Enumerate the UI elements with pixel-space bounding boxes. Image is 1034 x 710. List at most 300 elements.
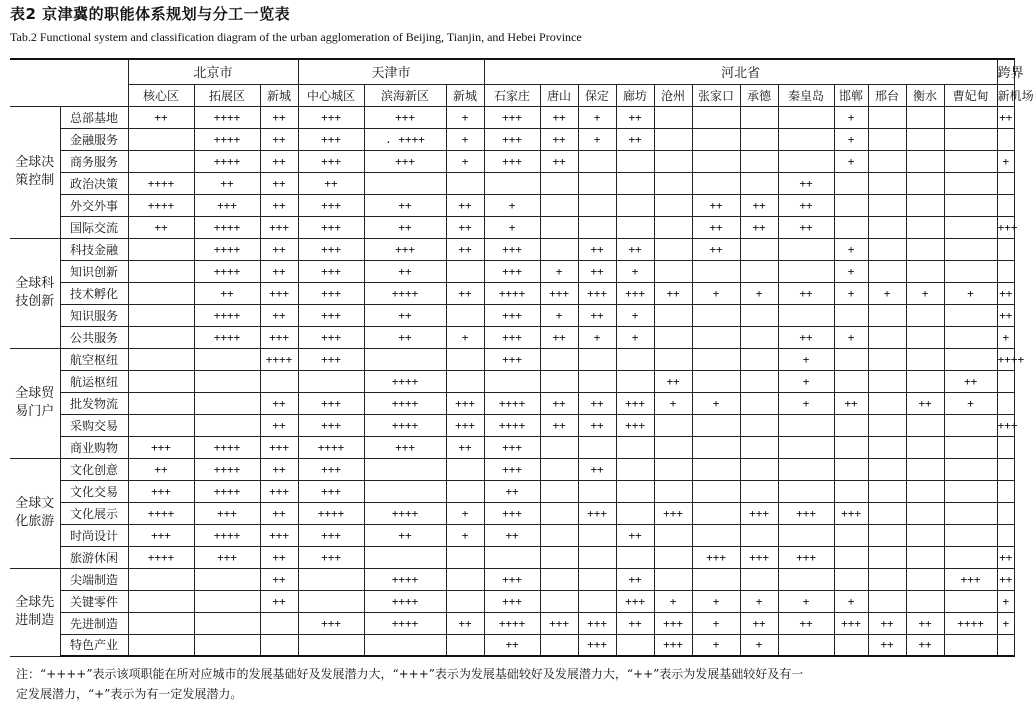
rating-cell: [540, 524, 578, 546]
rating-cell: ++: [906, 634, 944, 656]
rating-cell: ++: [260, 238, 298, 260]
rating-cell: [778, 304, 834, 326]
table-row: [10, 546, 1015, 568]
rating-cell: +++: [260, 524, 298, 546]
rating-cell: +: [578, 106, 616, 128]
rating-cell: +++: [364, 436, 446, 458]
rating-cell: [834, 480, 868, 502]
rating-cell: [616, 634, 654, 656]
rating-cell: [740, 458, 778, 480]
rating-cell: [906, 194, 944, 216]
rating-cell: [997, 480, 1014, 502]
rating-cell: [834, 304, 868, 326]
function-label: 科技金融: [60, 238, 128, 260]
rating-cell: [778, 238, 834, 260]
rating-cell: [298, 634, 364, 656]
rating-cell: ++: [260, 106, 298, 128]
rating-cell: +: [692, 392, 740, 414]
rating-cell: [692, 414, 740, 436]
rating-cell: [778, 414, 834, 436]
rating-cell: +: [944, 282, 997, 304]
rating-cell: [944, 194, 997, 216]
rating-cell: +: [834, 260, 868, 282]
rating-cell: ++: [260, 128, 298, 150]
rating-cell: ++++: [484, 282, 540, 304]
rating-cell: ++++: [997, 348, 1014, 370]
rating-cell: ++: [446, 436, 484, 458]
rating-cell: +++: [654, 612, 692, 634]
rating-cell: ++: [997, 546, 1014, 568]
rating-cell: [446, 260, 484, 282]
rating-cell: [944, 238, 997, 260]
rating-cell: [740, 172, 778, 194]
rating-cell: +: [997, 326, 1014, 348]
rating-cell: [654, 546, 692, 568]
rating-cell: [740, 524, 778, 546]
function-label: 航运枢纽: [60, 370, 128, 392]
rating-cell: [778, 260, 834, 282]
rating-cell: ++: [997, 106, 1014, 128]
rating-cell: ++: [540, 326, 578, 348]
function-label: 关键零件: [60, 590, 128, 612]
rating-cell: [834, 216, 868, 238]
rating-cell: ++: [260, 414, 298, 436]
function-label: 批发物流: [60, 392, 128, 414]
rating-cell: +++: [778, 546, 834, 568]
rating-cell: [906, 260, 944, 282]
rating-cell: ++: [616, 106, 654, 128]
rating-cell: [778, 150, 834, 172]
rating-cell: [906, 436, 944, 458]
rating-cell: +: [740, 282, 778, 304]
rating-cell: [906, 304, 944, 326]
rating-cell: ++: [260, 304, 298, 326]
table-row: [10, 172, 1015, 194]
rating-cell: [868, 260, 906, 282]
rating-cell: [906, 370, 944, 392]
rating-cell: ++: [260, 260, 298, 282]
rating-cell: [906, 568, 944, 590]
rating-cell: [616, 546, 654, 568]
rating-cell: +: [446, 150, 484, 172]
rating-cell: ++++: [194, 458, 260, 480]
rating-cell: +++: [298, 128, 364, 150]
function-label: 商业购物: [60, 436, 128, 458]
rating-cell: ++++: [194, 260, 260, 282]
rating-cell: [740, 106, 778, 128]
rating-cell: [654, 172, 692, 194]
rating-cell: [616, 458, 654, 480]
rating-cell: [194, 612, 260, 634]
city-header: 中心城区: [298, 84, 364, 106]
rating-cell: [834, 348, 868, 370]
rating-cell: [740, 238, 778, 260]
rating-cell: ++: [997, 282, 1014, 304]
table-row: [10, 150, 1015, 172]
rating-cell: ++: [616, 612, 654, 634]
rating-cell: [484, 546, 540, 568]
rating-cell: ++: [778, 326, 834, 348]
rating-cell: ++: [128, 216, 194, 238]
rating-cell: [128, 282, 194, 304]
rating-cell: [692, 524, 740, 546]
rating-cell: +: [692, 612, 740, 634]
rating-cell: ++: [540, 414, 578, 436]
rating-cell: [364, 172, 446, 194]
rating-cell: +++: [484, 348, 540, 370]
rating-cell: ++++: [364, 370, 446, 392]
rating-cell: ++: [616, 568, 654, 590]
rating-cell: +++: [834, 612, 868, 634]
rating-cell: ++: [364, 304, 446, 326]
rating-cell: ++: [692, 216, 740, 238]
rating-cell: [778, 436, 834, 458]
rating-cell: [654, 304, 692, 326]
rating-cell: [740, 480, 778, 502]
rating-cell: [260, 612, 298, 634]
rating-cell: [997, 260, 1014, 282]
rating-cell: ++: [692, 238, 740, 260]
rating-cell: +++: [484, 436, 540, 458]
rating-cell: [578, 216, 616, 238]
rating-cell: +++: [194, 546, 260, 568]
rating-cell: +: [446, 326, 484, 348]
table-row: [10, 260, 1015, 282]
rating-cell: [906, 546, 944, 568]
rating-cell: [128, 612, 194, 634]
rating-cell: [868, 216, 906, 238]
rating-cell: [868, 502, 906, 524]
rating-cell: [834, 524, 868, 546]
region-header: 北京市: [128, 59, 298, 84]
rating-cell: +: [692, 590, 740, 612]
rating-cell: [654, 568, 692, 590]
rating-cell: [868, 172, 906, 194]
rating-cell: ++: [997, 568, 1014, 590]
rating-cell: ++: [778, 282, 834, 304]
rating-cell: +++: [260, 216, 298, 238]
rating-cell: [128, 348, 194, 370]
rating-cell: +++: [298, 304, 364, 326]
rating-cell: [194, 392, 260, 414]
rating-cell: [578, 150, 616, 172]
rating-cell: ++++: [128, 194, 194, 216]
city-header: 邯郸: [834, 84, 868, 106]
rating-cell: [997, 392, 1014, 414]
rating-cell: ++: [616, 128, 654, 150]
rating-cell: [260, 634, 298, 656]
rating-cell: +++: [578, 502, 616, 524]
rating-cell: +++: [484, 150, 540, 172]
rating-cell: ++++: [298, 436, 364, 458]
rating-cell: [616, 216, 654, 238]
rating-cell: [997, 436, 1014, 458]
rating-cell: [868, 304, 906, 326]
rating-cell: [834, 568, 868, 590]
rating-cell: ++: [446, 238, 484, 260]
rating-cell: [446, 568, 484, 590]
rating-cell: [944, 524, 997, 546]
rating-cell: ++: [446, 282, 484, 304]
city-header: 拓展区: [194, 84, 260, 106]
rating-cell: [944, 436, 997, 458]
rating-cell: +: [654, 590, 692, 612]
rating-cell: [654, 150, 692, 172]
rating-cell: [446, 590, 484, 612]
rating-cell: [194, 348, 260, 370]
region-header: 跨界: [997, 59, 1014, 84]
function-label: 文化交易: [60, 480, 128, 502]
rating-cell: [868, 480, 906, 502]
rating-cell: ++: [654, 282, 692, 304]
rating-cell: [944, 502, 997, 524]
rating-cell: +++: [298, 458, 364, 480]
rating-cell: +++: [944, 568, 997, 590]
table-row: [10, 348, 1015, 370]
rating-cell: [944, 590, 997, 612]
rating-cell: [446, 546, 484, 568]
rating-cell: [834, 458, 868, 480]
rating-cell: +++: [298, 216, 364, 238]
table-row: [10, 238, 1015, 260]
rating-cell: ++: [260, 568, 298, 590]
rating-cell: ++++: [364, 612, 446, 634]
group-label: 全球先进制造: [10, 568, 60, 656]
group-label: 全球决策控制: [10, 106, 60, 238]
table-row: [10, 370, 1015, 392]
city-header: 唐山: [540, 84, 578, 106]
rating-cell: [834, 172, 868, 194]
rating-cell: [540, 436, 578, 458]
rating-cell: +: [578, 128, 616, 150]
rating-cell: +++: [298, 150, 364, 172]
rating-cell: ++++: [260, 348, 298, 370]
rating-cell: [364, 480, 446, 502]
rating-cell: [128, 392, 194, 414]
rating-cell: [944, 106, 997, 128]
rating-cell: ++: [906, 392, 944, 414]
rating-cell: +: [446, 128, 484, 150]
rating-cell: [778, 568, 834, 590]
rating-cell: +++: [364, 106, 446, 128]
rating-cell: [654, 260, 692, 282]
rating-cell: [997, 172, 1014, 194]
rating-cell: [944, 458, 997, 480]
rating-cell: +: [834, 282, 868, 304]
rating-cell: [128, 304, 194, 326]
city-header: 沧州: [654, 84, 692, 106]
rating-cell: ++: [364, 326, 446, 348]
function-label: 旅游休闲: [60, 546, 128, 568]
rating-cell: ++: [578, 392, 616, 414]
table-row: [10, 612, 1015, 634]
rating-cell: [778, 634, 834, 656]
rating-cell: [128, 150, 194, 172]
rating-cell: [540, 590, 578, 612]
rating-cell: +++: [260, 282, 298, 304]
rating-cell: +++: [778, 502, 834, 524]
rating-cell: ++: [260, 392, 298, 414]
rating-cell: [578, 172, 616, 194]
rating-cell: [692, 326, 740, 348]
city-header: 张家口: [692, 84, 740, 106]
rating-cell: +++: [997, 414, 1014, 436]
rating-cell: [128, 370, 194, 392]
rating-cell: [128, 568, 194, 590]
table-row: [10, 480, 1015, 502]
rating-cell: ++: [997, 304, 1014, 326]
rating-cell: +++: [298, 194, 364, 216]
rating-cell: +: [868, 282, 906, 304]
rating-cell: [540, 480, 578, 502]
rating-cell: ++: [364, 524, 446, 546]
rating-cell: ++: [578, 414, 616, 436]
rating-cell: [692, 260, 740, 282]
rating-cell: ++++: [484, 414, 540, 436]
rating-cell: ++: [906, 612, 944, 634]
rating-cell: [654, 348, 692, 370]
rating-cell: +: [540, 260, 578, 282]
city-header: 保定: [578, 84, 616, 106]
table-row: [10, 392, 1015, 414]
rating-cell: [616, 348, 654, 370]
rating-cell: ++: [740, 216, 778, 238]
rating-cell: [692, 150, 740, 172]
rating-cell: [868, 326, 906, 348]
rating-cell: ++: [260, 194, 298, 216]
rating-cell: +++: [128, 480, 194, 502]
rating-cell: +: [778, 370, 834, 392]
rating-cell: [616, 194, 654, 216]
rating-cell: +++: [128, 436, 194, 458]
rating-cell: [128, 634, 194, 656]
rating-cell: [868, 458, 906, 480]
rating-cell: [740, 304, 778, 326]
rating-cell: [997, 128, 1014, 150]
rating-cell: [906, 238, 944, 260]
rating-cell: +++: [740, 546, 778, 568]
rating-cell: +++: [484, 304, 540, 326]
table-row: [10, 414, 1015, 436]
function-label: 外交外事: [60, 194, 128, 216]
note-line-2: 定发展潜力，“+”表示为有一定发展潜力。: [16, 687, 243, 701]
rating-cell: [654, 414, 692, 436]
function-table: [10, 58, 1034, 657]
rating-cell: +++: [484, 458, 540, 480]
rating-cell: [578, 480, 616, 502]
rating-cell: [906, 348, 944, 370]
rating-cell: ++: [446, 194, 484, 216]
rating-cell: [834, 634, 868, 656]
rating-cell: +++: [260, 480, 298, 502]
rating-cell: ++: [654, 370, 692, 392]
function-label: 知识创新: [60, 260, 128, 282]
rating-cell: [740, 370, 778, 392]
rating-cell: [446, 480, 484, 502]
table-row: [10, 304, 1015, 326]
function-label: 金融服务: [60, 128, 128, 150]
rating-cell: +++: [194, 194, 260, 216]
rating-cell: +++: [997, 216, 1014, 238]
rating-cell: +: [692, 282, 740, 304]
function-label: 公共服务: [60, 326, 128, 348]
rating-cell: [484, 370, 540, 392]
rating-cell: +++: [446, 392, 484, 414]
city-header: 衡水: [906, 84, 944, 106]
rating-cell: +++: [484, 106, 540, 128]
rating-cell: ++: [616, 238, 654, 260]
rating-cell: ++: [740, 194, 778, 216]
rating-cell: [997, 238, 1014, 260]
rating-cell: +: [997, 590, 1014, 612]
group-label: 全球文化旅游: [10, 458, 60, 568]
rating-cell: +++: [834, 502, 868, 524]
city-header: 新机场: [997, 84, 1014, 106]
rating-cell: [654, 458, 692, 480]
rating-cell: +: [778, 392, 834, 414]
rating-cell: [578, 590, 616, 612]
rating-cell: ++: [616, 524, 654, 546]
rating-cell: ++: [740, 612, 778, 634]
rating-cell: ++++: [194, 480, 260, 502]
rating-cell: ++++: [298, 502, 364, 524]
rating-cell: +++: [260, 436, 298, 458]
rating-cell: [194, 414, 260, 436]
rating-cell: [540, 194, 578, 216]
rating-cell: +++: [298, 238, 364, 260]
rating-cell: +: [906, 282, 944, 304]
table-row: [10, 106, 1015, 128]
rating-cell: [868, 370, 906, 392]
rating-cell: [578, 524, 616, 546]
rating-cell: +: [446, 106, 484, 128]
rating-cell: [578, 436, 616, 458]
rating-cell: [906, 128, 944, 150]
rating-cell: [778, 524, 834, 546]
rating-cell: +: [834, 590, 868, 612]
rating-cell: ++: [692, 194, 740, 216]
rating-cell: [740, 414, 778, 436]
rating-cell: [128, 260, 194, 282]
rating-cell: ++++: [194, 128, 260, 150]
rating-cell: ++++: [194, 524, 260, 546]
rating-cell: ++++: [944, 612, 997, 634]
rating-cell: [298, 370, 364, 392]
rating-cell: [740, 150, 778, 172]
rating-cell: ++++: [194, 238, 260, 260]
rating-cell: [578, 370, 616, 392]
rating-cell: [364, 458, 446, 480]
rating-cell: +: [778, 590, 834, 612]
rating-cell: [906, 502, 944, 524]
rating-cell: ++: [298, 172, 364, 194]
function-label: 政治决策: [60, 172, 128, 194]
rating-cell: ++: [260, 172, 298, 194]
rating-cell: ++++: [364, 590, 446, 612]
table-row: [10, 568, 1015, 590]
table-row: [10, 282, 1015, 304]
city-header: 滨海新区: [364, 84, 446, 106]
rating-cell: ++: [128, 106, 194, 128]
rating-cell: [868, 348, 906, 370]
rating-cell: ++: [364, 194, 446, 216]
rating-cell: +++: [578, 634, 616, 656]
rating-cell: +: [834, 238, 868, 260]
rating-cell: ++: [484, 480, 540, 502]
rating-cell: [616, 502, 654, 524]
rating-cell: [944, 216, 997, 238]
rating-cell: [740, 436, 778, 458]
